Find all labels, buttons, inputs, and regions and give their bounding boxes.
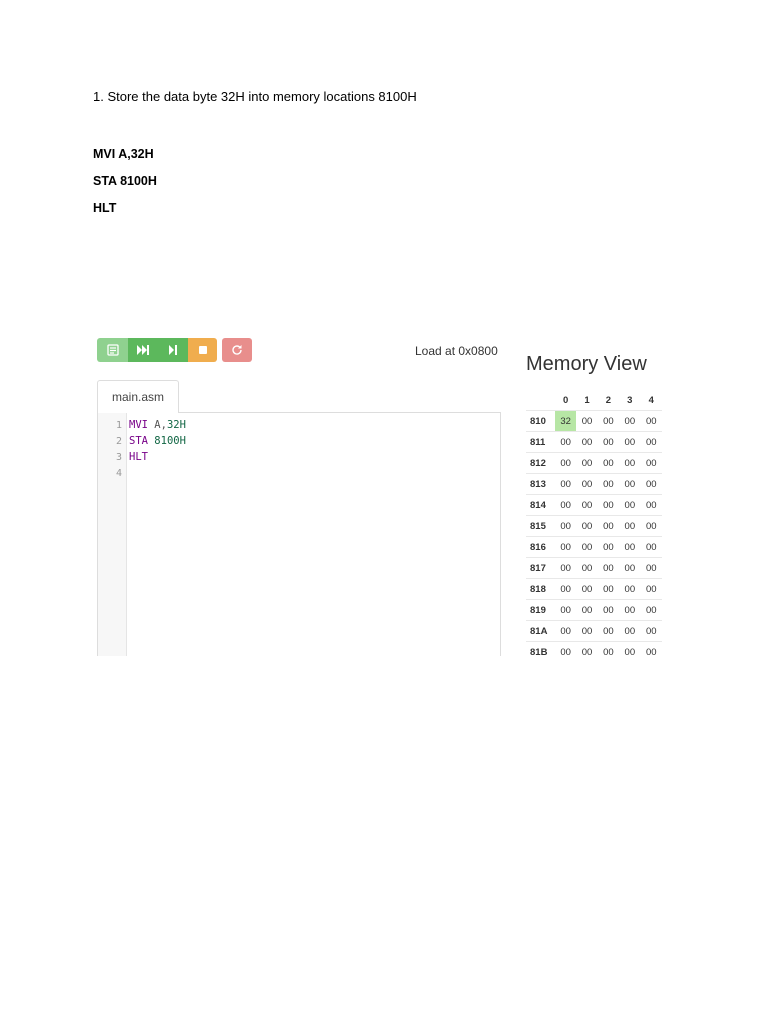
- column-header: 4: [648, 394, 654, 406]
- memory-cell: 32: [555, 411, 576, 432]
- memory-cell: 00: [641, 600, 662, 621]
- line-number: 2: [115, 436, 122, 447]
- memory-address: 811: [526, 432, 555, 453]
- memory-cell: 00: [619, 516, 640, 537]
- memory-rows: [526, 411, 662, 657]
- stop-icon: [199, 346, 207, 354]
- simulator-screenshot: [96, 336, 662, 656]
- memory-cell: 00: [576, 621, 597, 642]
- memory-cell: 00: [619, 453, 640, 474]
- column-header: 1: [584, 394, 590, 406]
- memory-cell: 00: [598, 558, 619, 579]
- code-line: MVI A,32H: [93, 147, 154, 161]
- memory-table: [526, 390, 662, 656]
- memory-address: 818: [526, 579, 555, 600]
- column-header: 2: [605, 394, 612, 406]
- source-line: [129, 451, 148, 463]
- memory-row: [526, 516, 662, 537]
- tab-main-asm[interactable]: main.asm: [97, 380, 179, 413]
- code-line: STA 8100H: [93, 174, 157, 188]
- memory-cell: 00: [619, 579, 640, 600]
- memory-row: [526, 411, 662, 432]
- source-line: [129, 419, 186, 431]
- memory-address: 814: [526, 495, 555, 516]
- memory-address: 813: [526, 474, 555, 495]
- memory-address: 815: [526, 516, 555, 537]
- memory-cell: 00: [555, 516, 576, 537]
- memory-cell: 00: [598, 537, 619, 558]
- memory-cell: 00: [641, 642, 662, 657]
- memory-row: [526, 537, 662, 558]
- memory-cell: 00: [555, 432, 576, 453]
- code-editor[interactable]: [97, 412, 501, 656]
- memory-address: 81A: [526, 621, 555, 642]
- memory-view-title: Memory View: [526, 353, 647, 375]
- memory-cell: 00: [576, 537, 597, 558]
- run-button[interactable]: [128, 338, 158, 362]
- memory-address: 81B: [526, 642, 555, 657]
- operand: 8100H: [154, 435, 186, 447]
- memory-cell: 00: [641, 621, 662, 642]
- memory-cell: 00: [598, 453, 619, 474]
- memory-cell: 00: [598, 432, 619, 453]
- memory-cell: 00: [576, 579, 597, 600]
- memory-cell: 00: [576, 558, 597, 579]
- memory-cell: 00: [641, 411, 662, 432]
- memory-cell: 00: [598, 621, 619, 642]
- memory-cell: 00: [598, 516, 619, 537]
- memory-header-row: [526, 390, 662, 411]
- memory-cell: 00: [555, 558, 576, 579]
- memory-cell: 00: [619, 621, 640, 642]
- refresh-icon: [231, 344, 243, 356]
- memory-address: 819: [526, 600, 555, 621]
- memory-cell: 00: [641, 558, 662, 579]
- memory-row: [526, 558, 662, 579]
- memory-cell: 00: [619, 600, 640, 621]
- step-icon: [169, 345, 177, 355]
- memory-cell: 00: [555, 495, 576, 516]
- memory-cell: 00: [555, 474, 576, 495]
- memory-address: 816: [526, 537, 555, 558]
- memory-cell: 00: [641, 579, 662, 600]
- fast-forward-icon: [137, 345, 149, 355]
- memory-cell: 00: [576, 474, 597, 495]
- memory-cell: 00: [619, 558, 640, 579]
- step-button[interactable]: [158, 338, 188, 362]
- line-number: 1: [115, 420, 122, 431]
- memory-cell: 00: [576, 453, 597, 474]
- line-number: 3: [115, 452, 122, 463]
- memory-address: 810: [526, 411, 555, 432]
- memory-cell: 00: [555, 579, 576, 600]
- corner-cell: [526, 390, 555, 411]
- operand-separator: A,: [147, 419, 167, 431]
- memory-cell: 00: [641, 453, 662, 474]
- reset-button[interactable]: [222, 338, 252, 362]
- memory-row: [526, 474, 662, 495]
- memory-cell: 00: [641, 516, 662, 537]
- column-header: 3: [627, 394, 633, 406]
- question-text: 1. Store the data byte 32H into memory locations 8100H: [93, 89, 417, 104]
- memory-cell: 00: [576, 642, 597, 657]
- memory-address: 812: [526, 453, 555, 474]
- memory-cell: 00: [576, 495, 597, 516]
- mnemonic: STA: [129, 435, 148, 447]
- line-number-gutter: [98, 413, 127, 656]
- memory-cell: 00: [576, 600, 597, 621]
- memory-cell: 00: [555, 600, 576, 621]
- memory-row: [526, 579, 662, 600]
- memory-cell: 00: [598, 642, 619, 657]
- memory-cell: 00: [641, 474, 662, 495]
- memory-row: [526, 600, 662, 621]
- memory-address: 817: [526, 558, 555, 579]
- memory-cell: 00: [598, 579, 619, 600]
- memory-cell: 00: [555, 621, 576, 642]
- memory-cell: 00: [598, 600, 619, 621]
- mnemonic: HLT: [129, 451, 148, 463]
- memory-cell: 00: [598, 474, 619, 495]
- stop-button[interactable]: [188, 338, 217, 362]
- mnemonic: MVI: [129, 419, 148, 431]
- column-header: 0: [562, 394, 569, 406]
- memory-cell: 00: [576, 432, 597, 453]
- assemble-icon: [107, 344, 119, 356]
- memory-cell: 00: [555, 642, 576, 657]
- code-line: HLT: [93, 201, 117, 215]
- memory-cell: 00: [619, 432, 640, 453]
- memory-row: [526, 453, 662, 474]
- memory-cell: 00: [598, 411, 619, 432]
- memory-cell: 00: [619, 474, 640, 495]
- memory-cell: 00: [619, 642, 640, 657]
- assemble-button[interactable]: [97, 338, 128, 362]
- memory-row: [526, 621, 662, 642]
- memory-cell: 00: [598, 495, 619, 516]
- source-line: [129, 435, 186, 447]
- memory-row: [526, 495, 662, 516]
- memory-cell: 00: [641, 432, 662, 453]
- memory-row: [526, 432, 662, 453]
- load-address-label: Load at 0x0800: [415, 344, 498, 358]
- memory-cell: 00: [576, 411, 597, 432]
- line-number: 4: [115, 468, 122, 479]
- memory-cell: 00: [555, 453, 576, 474]
- memory-cell: 00: [619, 495, 640, 516]
- memory-cell: 00: [555, 537, 576, 558]
- memory-cell: 00: [641, 495, 662, 516]
- memory-cell: 00: [619, 411, 640, 432]
- memory-row: [526, 642, 662, 657]
- memory-cell: 00: [641, 537, 662, 558]
- operand: 32H: [166, 419, 186, 431]
- memory-cell: 00: [619, 537, 640, 558]
- memory-cell: 00: [576, 516, 597, 537]
